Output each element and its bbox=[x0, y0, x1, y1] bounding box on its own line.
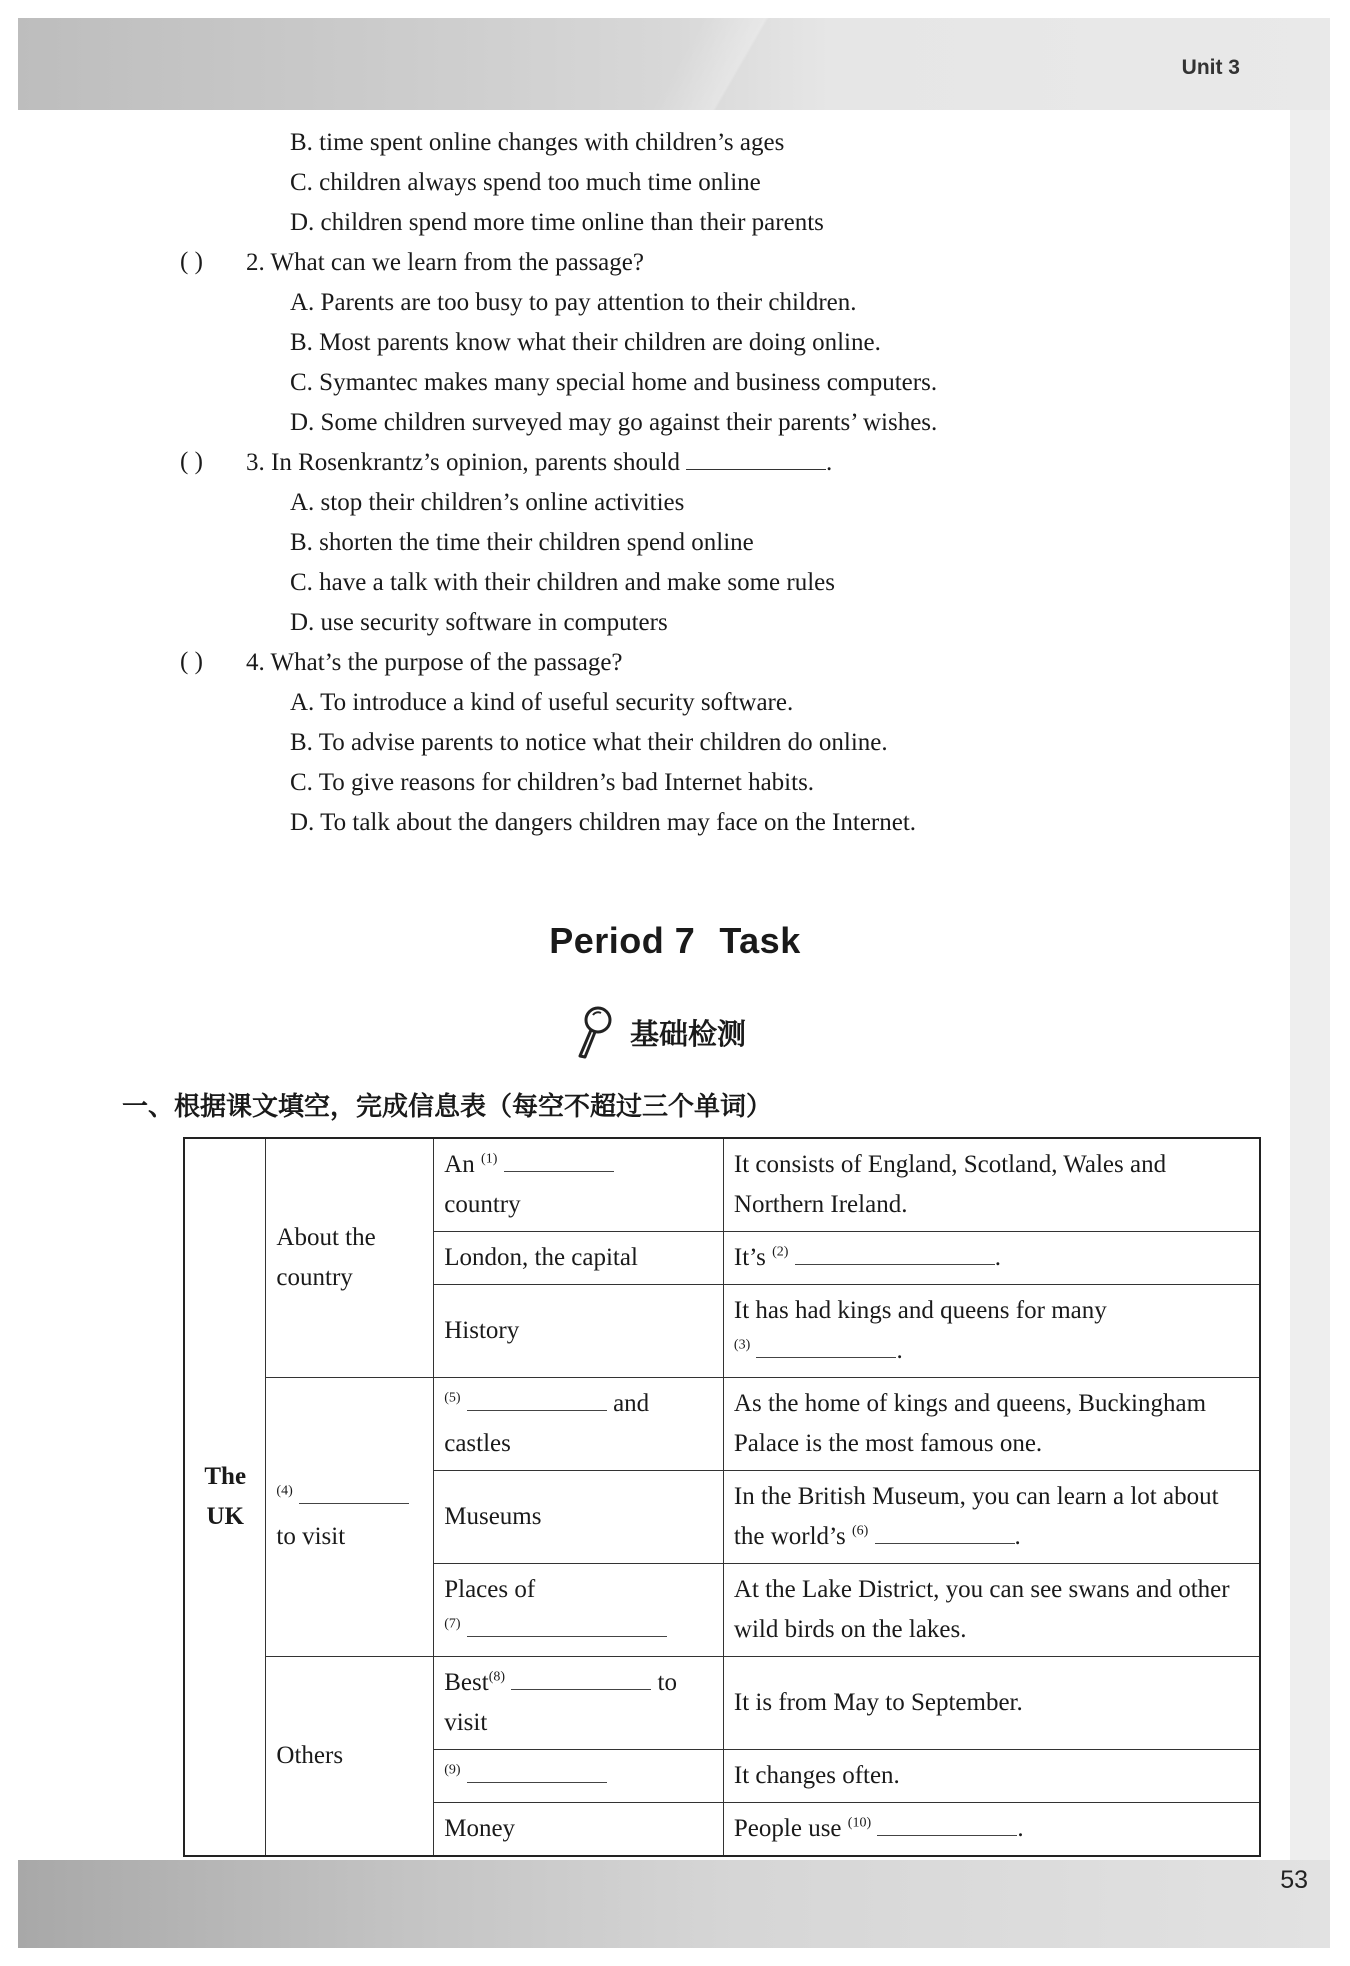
page-margin-strip bbox=[1290, 110, 1330, 1860]
q4-option-a: A. To introduce a kind of useful security software. bbox=[290, 689, 794, 716]
q4-option-b: B. To advise parents to notice what their children do online. bbox=[290, 729, 888, 756]
blank-2[interactable] bbox=[795, 1241, 995, 1265]
cell-r8-right: It changes often. bbox=[723, 1750, 1260, 1803]
cell-r5-right: In the British Museum, you can learn a lot about the world’s $^{(6)}$ . bbox=[723, 1471, 1260, 1564]
table-subject: The UK bbox=[184, 1138, 266, 1856]
magnifier-icon bbox=[572, 1004, 616, 1060]
footer-band bbox=[18, 1860, 1330, 1948]
unit-label: Unit 3 bbox=[1181, 56, 1240, 79]
q2-option-d: D. Some children surveyed may go against their parents’ wishes. bbox=[290, 409, 938, 436]
q2-option-a: A. Parents are too busy to pay attention to their children. bbox=[290, 289, 857, 316]
period-number: Period 7 bbox=[549, 920, 696, 961]
section-label: 基础检测 bbox=[630, 1016, 747, 1051]
q3-stem-text: 3. In Rosenkrantz’s opinion, parents should bbox=[246, 449, 680, 476]
cell-r6-left: Places of $^{(7)}$ bbox=[434, 1564, 724, 1657]
group-others: Others bbox=[266, 1657, 434, 1857]
cell-r7-left: Best$^{(8)}$ to visit bbox=[434, 1657, 724, 1750]
group-about-country: About the country bbox=[266, 1138, 434, 1378]
cell-r4-left: $^{(5)}$ and castles bbox=[434, 1378, 724, 1471]
blank-4[interactable] bbox=[299, 1480, 409, 1504]
cell-r2-right: It’s $^{(2)}$ . bbox=[723, 1232, 1260, 1285]
cell-r4-right: As the home of kings and queens, Buckingham Palace is the most famous one. bbox=[723, 1378, 1260, 1471]
q3-stem bbox=[246, 448, 832, 478]
cell-r5-left: Museums bbox=[434, 1471, 724, 1564]
q1-option-c: C. children always spend too much time online bbox=[290, 169, 761, 196]
q3-option-d: D. use security software in computers bbox=[290, 609, 668, 636]
cell-r1-left: An $^{(1)}$ country bbox=[434, 1138, 724, 1232]
q1-option-b: B. time spent online changes with children’s ages bbox=[290, 129, 785, 156]
blank-6[interactable] bbox=[875, 1520, 1015, 1544]
q4-option-d: D. To talk about the dangers children may face on the Internet. bbox=[290, 809, 917, 836]
blank-7[interactable] bbox=[467, 1613, 667, 1637]
q3-stem-end: . bbox=[825, 449, 833, 476]
q3-option-a: A. stop their children’s online activities bbox=[290, 489, 685, 516]
q2-option-b: B. Most parents know what their children are doing online. bbox=[290, 329, 881, 356]
q4-option-c: C. To give reasons for children’s bad Internet habits. bbox=[290, 769, 815, 796]
exercise-instruction: 一、根据课文填空，完成信息表（每空不超过三个单词） bbox=[122, 1092, 773, 1122]
page-number: 53 bbox=[1280, 1866, 1308, 1894]
q3-option-c: C. have a talk with their children and make some rules bbox=[290, 569, 835, 596]
q2-option-c: C. Symantec makes many special home and business computers. bbox=[290, 369, 938, 396]
blank-9[interactable] bbox=[467, 1759, 607, 1783]
period-name: Task bbox=[719, 920, 801, 961]
cell-r2-left: London, the capital bbox=[434, 1232, 724, 1285]
cell-r3-right: It has had kings and queens for many $^{(3)}$ . bbox=[723, 1285, 1260, 1378]
cell-r9-right: People use $^{(10)}$ . bbox=[723, 1803, 1260, 1857]
period-title bbox=[0, 920, 1350, 962]
q3-option-b: B. shorten the time their children spend online bbox=[290, 529, 754, 556]
q3-blank[interactable] bbox=[686, 448, 826, 470]
group-places-to-visit: $^{(4)}$ to visit bbox=[266, 1378, 434, 1657]
q4-stem: 4. What’s the purpose of the passage? bbox=[246, 649, 623, 676]
q2-answer-paren[interactable]: ( ) bbox=[180, 248, 203, 275]
q4-answer-paren[interactable]: ( ) bbox=[180, 648, 203, 675]
section-head bbox=[572, 1004, 746, 1060]
cell-r9-left: Money bbox=[434, 1803, 724, 1857]
header-band bbox=[18, 18, 1330, 110]
cell-r3-left: History bbox=[434, 1285, 724, 1378]
cell-r1-right: It consists of England, Scotland, Wales and Northern Ireland. bbox=[723, 1138, 1260, 1232]
blank-5[interactable] bbox=[467, 1387, 607, 1411]
info-table bbox=[183, 1137, 1261, 1857]
q1-option-d: D. children spend more time online than their parents bbox=[290, 209, 824, 236]
blank-3[interactable] bbox=[756, 1334, 896, 1358]
q3-answer-paren[interactable]: ( ) bbox=[180, 448, 203, 475]
q2-stem: 2. What can we learn from the passage? bbox=[246, 249, 644, 276]
blank-10[interactable] bbox=[877, 1812, 1017, 1836]
blank-1[interactable] bbox=[504, 1148, 614, 1172]
blank-8[interactable] bbox=[511, 1666, 651, 1690]
cell-r7-right: It is from May to September. bbox=[723, 1657, 1260, 1750]
cell-r8-left: (9) bbox=[434, 1750, 724, 1803]
cell-r6-right: At the Lake District, you can see swans and other wild birds on the lakes. bbox=[723, 1564, 1260, 1657]
